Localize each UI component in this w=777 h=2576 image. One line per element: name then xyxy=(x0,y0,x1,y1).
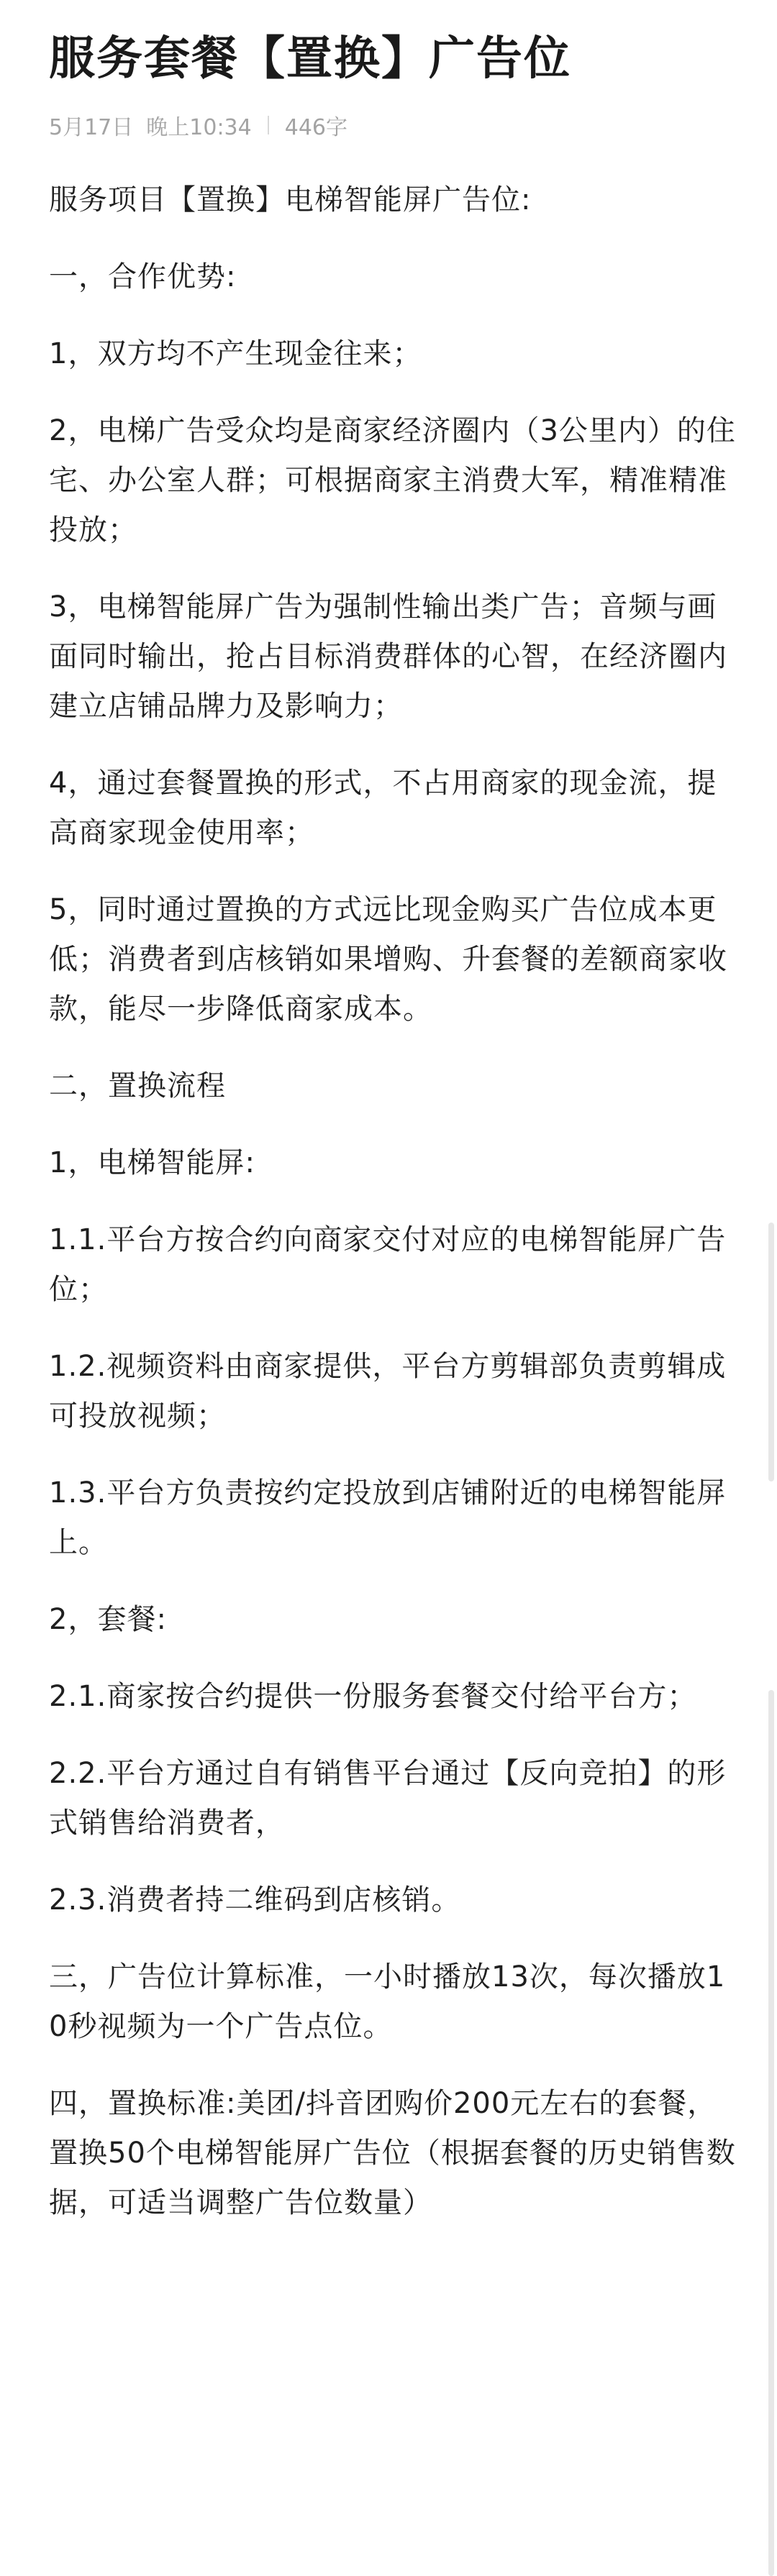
heading-advantages: 一，合作优势: xyxy=(49,260,237,293)
scrollbar-track[interactable] xyxy=(768,1223,774,1481)
scrollbar-thumb[interactable] xyxy=(768,1690,774,2576)
paragraph-exchange-standard: 四，置换标准:美团/抖音团购价200元左右的套餐，置换50个电梯智能屏广告位（根据套餐的历史销售数据，可适当调整广告位数量） xyxy=(49,2087,736,2219)
subheading-package: 2，套餐: xyxy=(49,1603,167,1636)
paragraph-service-item: 服务项目【置换】电梯智能屏广告位: xyxy=(49,183,532,216)
paragraph-step-1-1: 1.1.平台方按合约向商家交付对应的电梯智能屏广告位； xyxy=(49,1223,727,1306)
word-count: 446字 xyxy=(284,115,347,140)
subheading-elevator-screen: 1，电梯智能屏: xyxy=(49,1146,255,1179)
article-meta xyxy=(49,109,737,141)
paragraph-advantage-2: 2，电梯广告受众均是商家经济圈内（3公里内）的住宅、办公室人群；可根据商家主消费大军，精准精准投放； xyxy=(49,414,736,547)
paragraph-step-1-2: 1.2.视频资料由商家提供，平台方剪辑部负责剪辑成可投放视频； xyxy=(49,1350,727,1433)
paragraph-step-2-2: 2.2.平台方通过自有销售平台通过【反向竞拍】的形式销售给消费者， xyxy=(49,1757,727,1840)
paragraph-advantage-3: 3，电梯智能屏广告为强制性输出类广告；音频与画面同时输出，抢占目标消费群体的心智，在经济圈内建立店铺品牌力及影响力； xyxy=(49,590,727,723)
heading-process: 二，置换流程 xyxy=(49,1069,226,1102)
publish-date: 5月17日 xyxy=(49,115,134,140)
paragraph-advantage-1: 1，双方均不产生现金往来； xyxy=(49,337,422,370)
paragraph-ad-standard: 三，广告位计算标准，一小时播放13次，每次播放10秒视频为一个广告点位。 xyxy=(49,1960,726,2043)
meta-divider xyxy=(268,116,269,134)
paragraph-advantage-4: 4，通过套餐置换的形式，不占用商家的现金流，提高商家现金使用率； xyxy=(49,767,717,849)
paragraph-step-2-3: 2.3.消费者持二维码到店核销。 xyxy=(49,1883,461,1917)
publish-time: 晚上10:34 xyxy=(146,115,252,140)
article-body xyxy=(49,175,737,2228)
paragraph-step-1-3: 1.3.平台方负责按约定投放到店铺附近的电梯智能屏上。 xyxy=(49,1476,727,1559)
article-title: 服务套餐【置换】广告位 xyxy=(49,32,571,86)
paragraph-advantage-5: 5，同时通过置换的方式远比现金购买广告位成本更低；消费者到店核销如果增购、升套餐的差额商家收款，能尽一步降低商家成本。 xyxy=(49,893,727,1026)
paragraph-step-2-1: 2.1.商家按合约提供一份服务套餐交付给平台方； xyxy=(49,1680,697,1713)
